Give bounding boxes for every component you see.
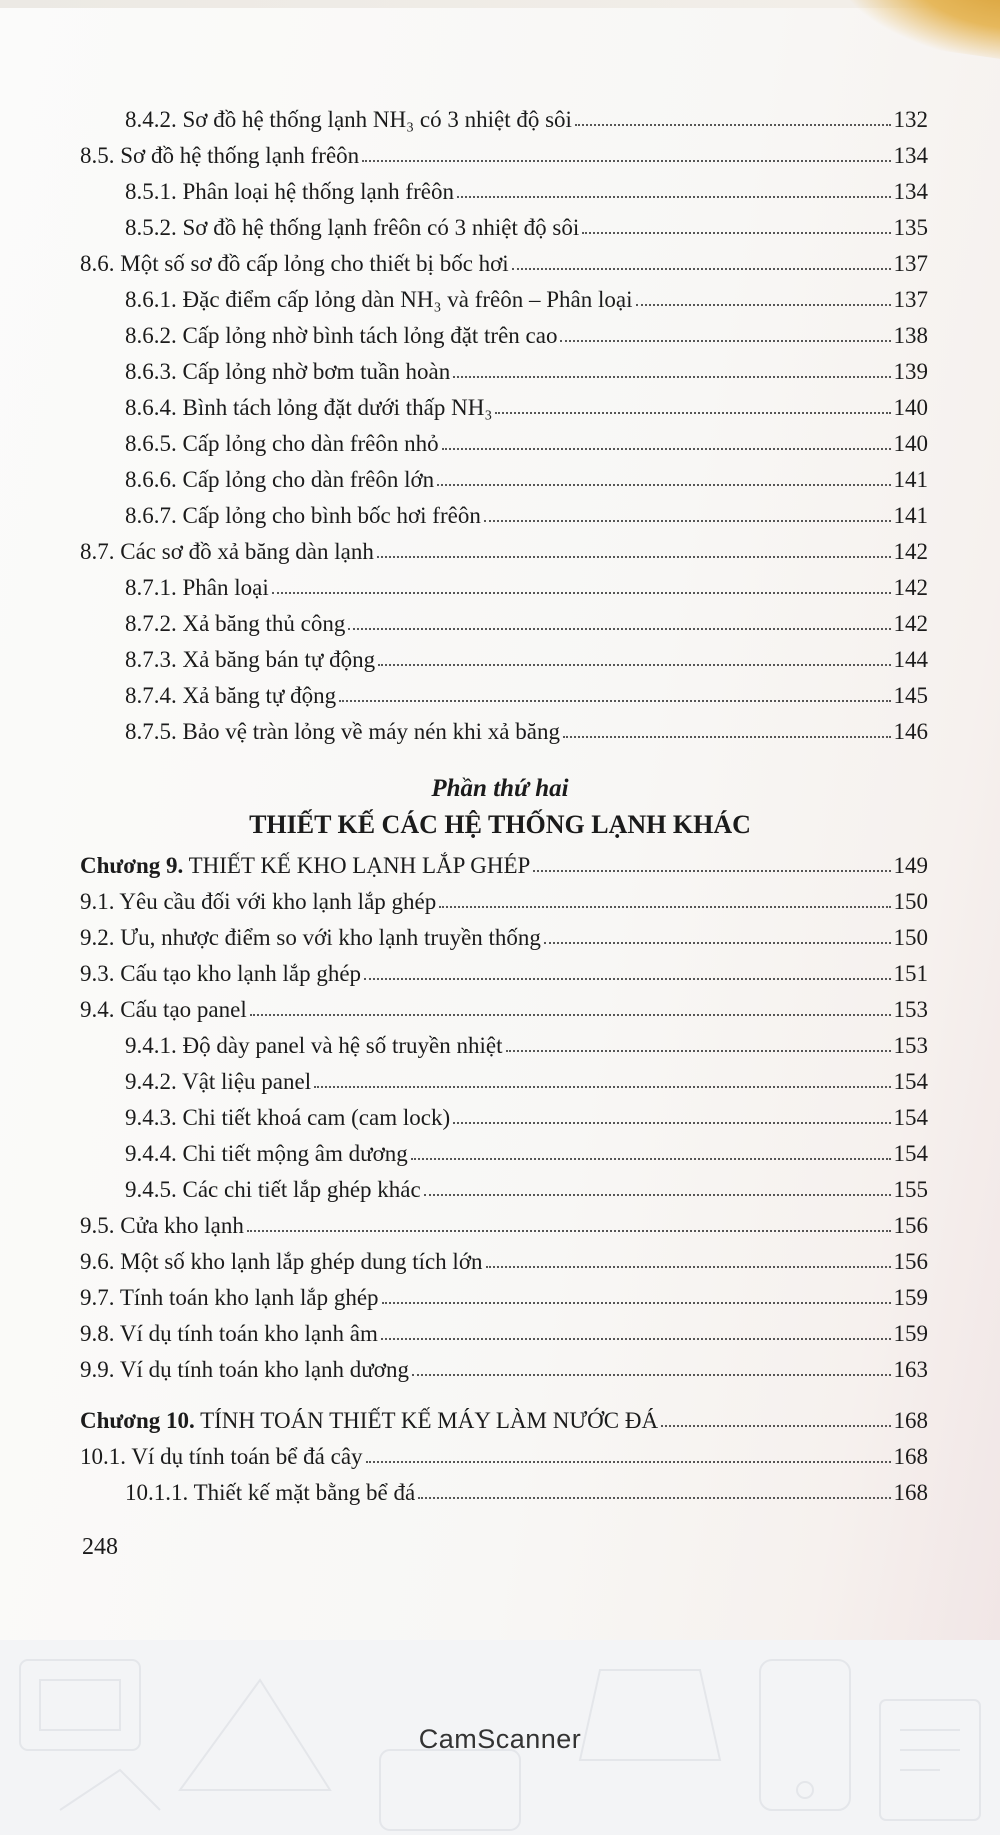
toc-entry: 8.6.2. Cấp lỏng nhờ bình tách lỏng đặt trên cao 138 — [125, 323, 928, 348]
toc-entry: 8.7.2. Xả băng thủ công 142 — [125, 611, 928, 636]
toc-entry: 9.3. Cấu tạo kho lạnh lắp ghép 151 — [80, 961, 928, 986]
toc-entry: 8.6.5. Cấp lỏng cho dàn frêôn nhỏ 140 — [125, 431, 928, 456]
toc-entry: 9.1. Yêu cầu đối với kho lạnh lắp ghép 150 — [80, 889, 928, 914]
toc-entry: 9.6. Một số kho lạnh lắp ghép dung tích lớn 156 — [80, 1249, 928, 1274]
toc-entry: 8.6.6. Cấp lỏng cho dàn frêôn lớn 141 — [125, 467, 928, 492]
toc-entry: 8.5.1. Phân loại hệ thống lạnh frêôn 134 — [125, 179, 928, 204]
toc-entry: 8.6.4. Bình tách lỏng đặt dưới thấp NH₃ 140 — [125, 395, 928, 420]
part-title: THIẾT KẾ CÁC HỆ THỐNG LẠNH KHÁC — [249, 810, 751, 839]
toc-entry: 8.6.1. Đặc điểm cấp lỏng dàn NH₃ và frêôn – Phân loại 137 — [125, 287, 928, 312]
toc-entry: 8.6. Một số sơ đồ cấp lỏng cho thiết bị bốc hơi 137 — [80, 251, 928, 276]
toc-entry: 9.4.1. Độ dày panel và hệ số truyền nhiệt 153 — [125, 1033, 928, 1058]
toc-entry: 8.6.7. Cấp lỏng cho bình bốc hơi frêôn 141 — [125, 503, 928, 528]
toc-entry: 8.5. Sơ đồ hệ thống lạnh frêôn 134 — [80, 143, 928, 168]
toc-entry: 9.4.5. Các chi tiết lắp ghép khác 155 — [125, 1177, 928, 1202]
part-label: Phần thứ hai — [431, 775, 569, 802]
scanner-footer — [0, 1640, 1000, 1835]
toc-entry: 10.1.1. Thiết kế mặt bằng bể đá 168 — [125, 1480, 928, 1505]
toc-entry: 8.5.2. Sơ đồ hệ thống lạnh frêôn có 3 nhiệt độ sôi 135 — [125, 215, 928, 240]
page-corner-shadow — [835, 0, 1000, 63]
toc-entry: 9.5. Cửa kho lạnh 156 — [80, 1213, 928, 1238]
toc-entry: 9.8. Ví dụ tính toán kho lạnh âm 159 — [80, 1321, 928, 1346]
toc-entry: 8.6.3. Cấp lỏng nhờ bơm tuần hoàn 139 — [125, 359, 928, 384]
toc-entry: 9.4.2. Vật liệu panel 154 — [125, 1069, 928, 1094]
toc-chapter: Chương 10. TÍNH TOÁN THIẾT KẾ MÁY LÀM NƯỚC ĐÁ 168 — [80, 1408, 928, 1433]
toc-entry: 8.7.3. Xả băng bán tự động 144 — [125, 647, 928, 672]
toc-entry: 8.7.1. Phân loại 142 — [125, 575, 928, 600]
page-number: 248 — [82, 1534, 118, 1560]
toc-chapter: Chương 9. THIẾT KẾ KHO LẠNH LẮP GHÉP 149 — [80, 853, 928, 878]
toc-entry: 10.1. Ví dụ tính toán bể đá cây 168 — [80, 1444, 928, 1469]
toc-entry: 9.7. Tính toán kho lạnh lắp ghép 159 — [80, 1285, 928, 1310]
toc-entry: 9.9. Ví dụ tính toán kho lạnh dương 163 — [80, 1357, 928, 1382]
toc-entry: 8.7. Các sơ đồ xả băng dàn lạnh 142 — [80, 539, 928, 564]
toc-entry: 8.4.2. Sơ đồ hệ thống lạnh NH₃ có 3 nhiệt độ sôi 132 — [125, 107, 928, 132]
toc-entry: 9.4. Cấu tạo panel 153 — [80, 997, 928, 1022]
toc-entry: 8.7.4. Xả băng tự động 145 — [125, 683, 928, 708]
toc-entry: 9.2. Ưu, nhược điểm so với kho lạnh truyền thống 150 — [80, 925, 928, 950]
toc-entry: 9.4.3. Chi tiết khoá cam (cam lock) 154 — [125, 1105, 928, 1130]
scanner-brand: CamScanner — [418, 1724, 582, 1754]
toc-entry: 9.4.4. Chi tiết mộng âm dương 154 — [125, 1141, 928, 1166]
toc-entry: 8.7.5. Bảo vệ tràn lỏng về máy nén khi xả băng 146 — [125, 719, 928, 744]
